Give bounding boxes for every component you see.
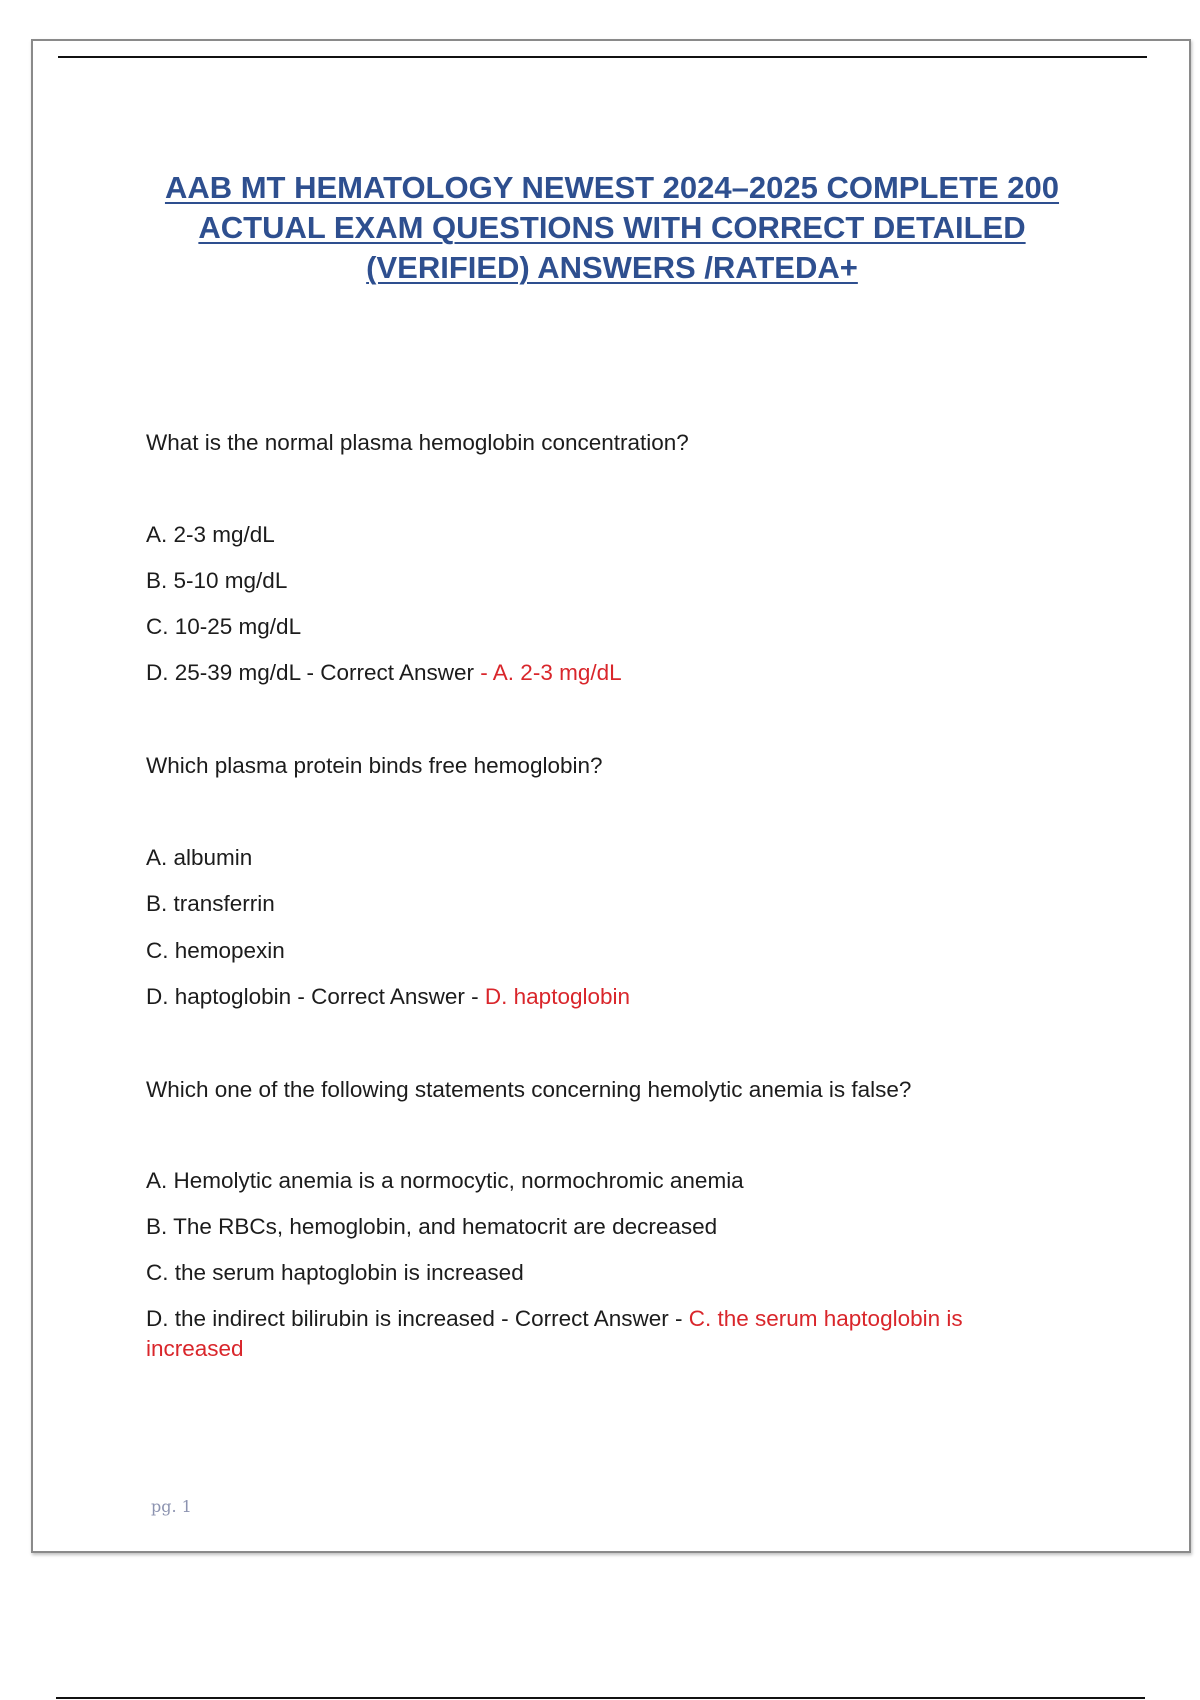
- correct-answer-label: - Correct Answer -: [494, 1306, 689, 1331]
- correct-answer: - A. 2-3 mg/dL: [480, 660, 622, 685]
- page-number: pg. 1: [151, 1497, 192, 1516]
- question-text: Which one of the following statements concerning hemolytic anemia is false?: [146, 1077, 912, 1102]
- option-c: C. hemopexin: [146, 938, 285, 963]
- option-d-with-answer: [146, 658, 622, 688]
- correct-answer-label: - Correct Answer -: [291, 984, 485, 1009]
- correct-answer: C. the serum haptoglobin is increased: [146, 1306, 963, 1361]
- next-page-header-rule: [56, 1697, 1145, 1699]
- option-a: A. albumin: [146, 845, 253, 870]
- option-c: C. the serum haptoglobin is increased: [146, 1260, 524, 1285]
- question-text: What is the normal plasma hemoglobin concentration?: [146, 430, 689, 455]
- option-b: B. transferrin: [146, 891, 275, 916]
- document-page: [31, 39, 1191, 1553]
- option-d-with-answer: [146, 1304, 1026, 1364]
- document-title: AAB MT HEMATOLOGY NEWEST 2024–2025 COMPLETE 200 ACTUAL EXAM QUESTIONS WITH CORRECT DETAILED (VERIFIED) ANSWERS /RATEDA+: [164, 170, 1060, 285]
- option-d-with-answer: [146, 982, 630, 1012]
- correct-answer: D. haptoglobin: [484, 984, 631, 1009]
- option-c: C. 10-25 mg/dL: [146, 614, 302, 639]
- option-a: A. 2-3 mg/dL: [146, 522, 275, 547]
- header-rule: [58, 56, 1147, 58]
- option-d: D. haptoglobin: [146, 984, 292, 1009]
- option-b: B. The RBCs, hemoglobin, and hematocrit are decreased: [146, 1214, 718, 1239]
- option-a: A. Hemolytic anemia is a normocytic, normochromic anemia: [146, 1168, 744, 1193]
- correct-answer-label: - Correct Answer: [300, 660, 481, 685]
- option-d: D. the indirect bilirubin is increased: [146, 1306, 495, 1331]
- option-b: B. 5-10 mg/dL: [146, 568, 288, 593]
- question-text: Which plasma protein binds free hemoglobin?: [146, 753, 603, 778]
- option-d: D. 25-39 mg/dL: [146, 660, 301, 685]
